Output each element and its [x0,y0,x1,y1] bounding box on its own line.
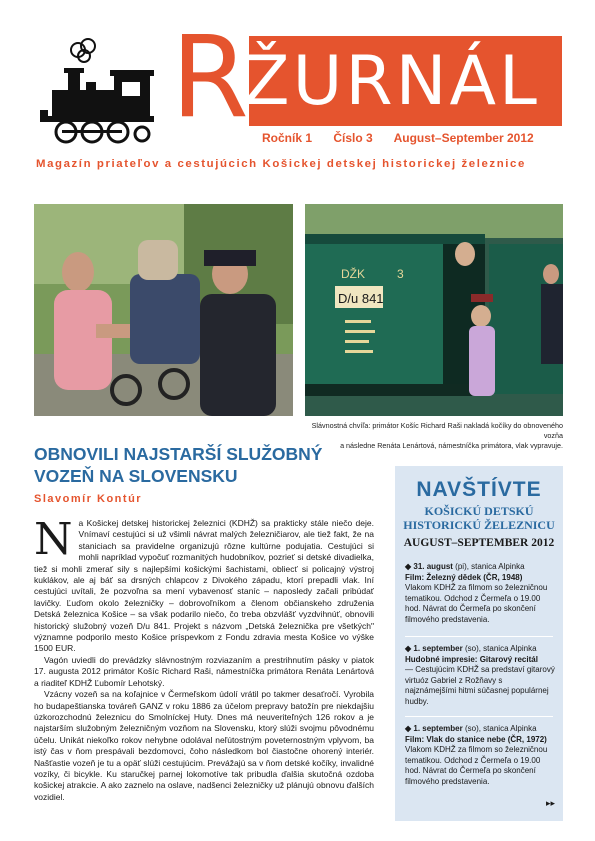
volume-label: Ročník 1 [262,131,313,145]
logo-wordmark: ŽURNÁL [243,42,540,121]
logo-letter-r: R [167,22,249,134]
tagline: Magazín priateľov a cestujúcich Košickej detskej historickej železnice [36,158,526,170]
event-item: ◆ 1. september (so), stanica Alpinka Hudobné impresie: Gitarový recitál — Cestujúcim KDHŽ sa predstaví gitarový virtuóz Gabriel z Rožňavy s najznámejšími hitmi súčasnej populárnej hudby. [405,644,555,706]
sidebar-divider [405,716,553,717]
events-sidebar [395,466,563,821]
photo-mayor-loading-stroller [34,204,293,416]
wagon-class: 3 [397,267,404,281]
event-item: ◆ 31. august (pi), stanica Alpinka Film: Železný dědek (ČR, 1948) Vlakom KDHŽ za filmom so železničnou tematikou. Odchod z Čermeľa o 19.00 hod. Návrat do Čermeľa po skončení filmového predstavenia. [405,562,548,624]
article-paragraph-3: Vzácny vozeň sa na koľajnice v Čermeľskom údolí vrátil po takmer desaťročí. Vyrobila ho budapeštianska továreň GANZ v roku 1886 za účelom prepravy batožín pre niekdajšiu úzkorozchodnú železnicu do Smolníckej Huty. Dnes má neuveriteľných 126 rokov a je najstarším služobným železničným vozňom na Slovensku, ktorý slúži svojmu pôvodnému účelu. Unikát niekoľko rokov nehybne odolával neľútostným poveternostným vplyvom, ba istý čas v ňom prespávali bezdomovci, čoho následkom bol čiastočne ohorený interiér. Našťastie vozeň je tu a opäť slúži cestujúcim. Prevážajú sa v ňom detské kočíky, invalidné vozíky, či bicykle. Ku staručkej parnej lokomotíve tak pribudla ďalšia skutočná ozdoba košickej atrakcie. A ako zaznelo na oslave, nadšenci železničky už plánujú obnovu ďalších vozidiel. [34,689,374,802]
article-paragraph-1: Na Košickej detskej historickej železnici (KDHŽ) sa prakticky stále niečo deje. Vnímaví cestujúci si už všimli návrat malých železničiarov, ale tiež fakt, že na staniciach sa pravidelne organizujú rôzne kultúrne podujatia. Cestujúci si mohli napríklad vypočuť rozmanitých hudobníkov, pozrieť si detské divadielka, tiež si mohli zmerať sily s najlepšími košickými šachistami, obliecť si policajný výstroj kuklákov, ale aj báť sa drsných chlapcov z Divokého západu, ktorí prepadli vlak. Iní cestujúci uvítali, že pozvoľna sa mení vybavenosť staníc – naposledy začali pribúdať lavičky. Ľuďom okolo železničky – dobrovoľníkom a členom občianskeho združenia Detská železnica Košice – sa však podarilo niečo, čo treba obzvlášť vyzdvihnúť, obnovili historický služobný vozeň D/u 841. Projekt s názvom „Detská železnička pre všetkých" významne podporilo mesto Košice príspevkom z Fondu zdravia mesta Košice vo výške 1500 EUR. [34,514,374,654]
sidebar-subtitle: KOŠICKÚ DETSKÚ HISTORICKÚ ŽELEZNICU [403,504,555,532]
issue-label: Číslo 3 [333,131,373,145]
caption-line-1: Slávnostná chvíľa: primátor Košíc Richard Raši nakladá kočíky do obnoveného vozňa [311,421,563,440]
article-paragraph-2: Vagón uviedli do prevádzky slávnostným rozviazaním a prestrihnutím pásky v piatok 17. augusta 2012 primátor Košíc Richard Raši, námestníčka primátora Renáta Lenártová a riaditeľ KDHŽ Ľubomír Lehotský. [34,654,374,688]
issue-info [262,131,562,145]
masthead [0,0,595,170]
drop-cap: N [34,514,73,565]
sidebar-period: AUGUST–SEPTEMBER 2012 [403,537,555,549]
article-byline: Slavomír Kontúr [34,493,143,505]
caption-line-2: a následne Renáta Lenártová, námestníčka primátora, vlak vypravuje. [340,441,563,450]
sidebar-divider [405,636,553,637]
photo-wagon-du841 [305,204,563,416]
wagon-number: D/u 841 [338,291,384,306]
event-item: ◆ 1. september (so), stanica Alpinka Film: Vlak do stanice nebe (ČR, 1972) Vlakom KDHŽ za filmom so železničnou tematikou. Odchod z Čermeľa o 19.00 hod. Návrat do Čermeľa po skončení filmového predstavenia. [405,724,548,786]
article-headline: OBNOVILI NAJSTARŠÍ SLUŽOBNÝ VOZEŇ NA SLOVENSKU [34,444,323,486]
locomotive-logo-icon [40,38,158,144]
continue-arrow-icon: ▸▸ [545,799,555,809]
sidebar-title: NAVŠTÍVTE [416,478,542,501]
issue-date: August–September 2012 [393,131,534,145]
article-body [34,514,374,803]
wagon-text-dzk: DŽK [341,267,365,281]
